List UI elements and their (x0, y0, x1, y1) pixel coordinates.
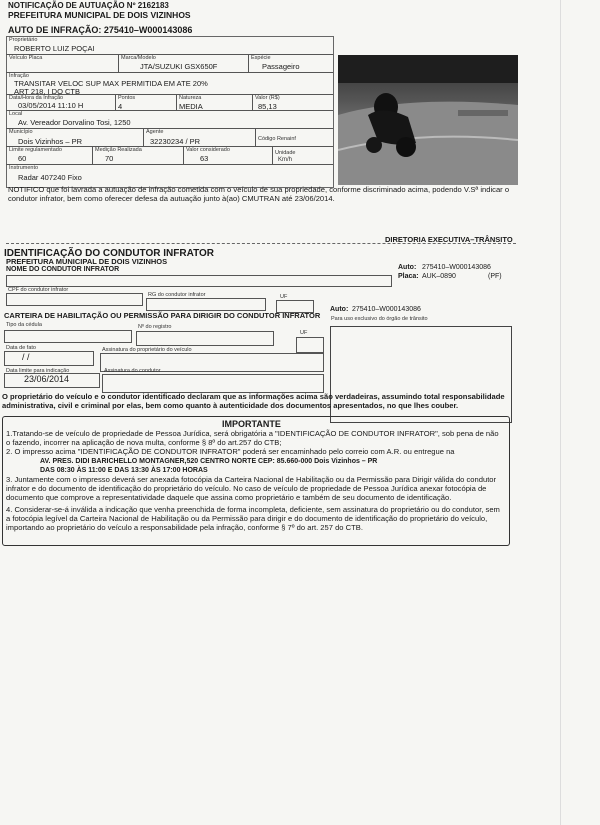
considered-label: Valor considerado (186, 147, 230, 153)
uf2-label: UF (300, 330, 308, 336)
infraction-label: Infração (9, 73, 29, 79)
instrument-label: Instrumento (9, 165, 39, 171)
limit-date-value: 23/06/2014 (24, 374, 70, 384)
important-item-1: 1.Tratando-se de veículo de propriedade de Pessoa Jurídica, será obrigatória a "IDENTIFICAÇÃO DE CONDUTOR INFRATOR", sob pena de não o fazendo, incorrer na aplicação de nova multa, conforme § 8º do art.257 do CTB; (6, 429, 499, 447)
plate-value: AUK–0890 (422, 273, 456, 280)
datetime-label: Data/Hora da Infração (9, 95, 64, 101)
driver-signature-field[interactable] (102, 374, 324, 393)
scan-edge-line (560, 0, 561, 825)
plate-state: (PF) (488, 273, 502, 280)
limit-value: 60 (18, 154, 27, 163)
notice-text: NOTIFICO que foi lavrada a autuação de infração cometida com o veículo de sua propriedade, conforme discriminado acima, podendo V.Sª indicar o condutor infrator, bem como oferecer defesa da autuação junto à(ao) CMUTRAN até 23/06/2014. (8, 185, 510, 203)
agent-value: 32230234 / PR (150, 137, 201, 146)
unit-label: Unidade (275, 150, 296, 156)
registry-field[interactable] (136, 331, 274, 346)
important-item-3: 3. Juntamente com o impresso deverá ser anexada fotocópia da Carteira Nacional de Habilitação ou da Permissão para Dirigir válida do condutor infrator e do documento de identificação do proprietário do veículo. No caso de veículo de propriedade de Pessoa Jurídica anexar fotocópia de documento que comprove a representatividade daquele que assina como proprietário e também de seu documento de identificação. (6, 475, 497, 502)
measured-label: Medição Realizada (95, 147, 142, 153)
auto-label: Auto: (398, 264, 417, 271)
rg-field[interactable] (146, 298, 266, 311)
location-value: Av. Vereador Dorvalino Tosi, 1250 (18, 118, 131, 127)
organ-exclusive-label: Para uso exclusivo do órgão de trânsito (331, 316, 428, 322)
limit-date-label: Data limite para indicação (6, 368, 70, 374)
species-label: Espécie (251, 55, 271, 61)
owner-value: ROBERTO LUIZ POÇAI (14, 44, 95, 53)
uf-label: UF (280, 294, 288, 300)
owner-label: Proprietário (9, 37, 38, 43)
infraction-article: ART 218, I DO CTB (14, 87, 80, 96)
auto2-value: 275410–W000143086 (352, 306, 421, 313)
agent-label: Agente (146, 129, 164, 135)
license-type-field[interactable] (4, 330, 132, 343)
notice-number: NOTIFICAÇÃO DE AUTUAÇÃO Nº 2162183 (8, 1, 169, 10)
instrument-value: Radar 407240 Fixo (18, 173, 82, 182)
limit-label: Limite regulamentado (9, 147, 62, 153)
infraction-value: TRANSITAR VELOC SUP MAX PERMITIDA EM ATE 20% (14, 79, 208, 88)
brand-label: Marca/Modelo (121, 55, 156, 61)
amount-value: 85,13 (258, 102, 277, 111)
license-type-label: Tipo da cédula (6, 322, 42, 328)
identification-prefecture: PREFEITURA MUNICIPAL DE DOIS VIZINHOS (6, 257, 168, 266)
amount-label: Valor (R$) (255, 95, 280, 101)
measured-value: 70 (105, 154, 114, 163)
important-hours: DAS 08:30 ÀS 11:00 E DAS 13:30 ÀS 17:00 HORAS (40, 467, 208, 474)
motorcycle-photo-icon (338, 55, 518, 185)
points-label: Pontos (118, 95, 136, 101)
fact-date-slashes: / / (22, 352, 30, 362)
important-title: IMPORTANTE (222, 419, 281, 429)
radar-photo (338, 55, 518, 185)
plate-label: Placa: (398, 273, 419, 280)
registry-label: Nº do registro (138, 324, 172, 330)
rg-label: RG do condutor infrator (148, 292, 206, 298)
cpf-field[interactable] (6, 293, 143, 306)
uf2-field[interactable] (296, 337, 324, 353)
important-item-4: 4. Considerar-se-á inválida a indicação que venha preenchida de forma incompleta, deficiente, sem assinatura do proprietário ou do condutor, sem a fotocópia legível da Carteira Nacional de Habilitação ou da Permissão para dirigir e do documento de identificação do proprietário do veículo, importando ao proprietário do veículo a responsabilidade pela infração, conforme § 7º do art. 257 do CTB. (6, 505, 500, 532)
brand-value: JTA/SUZUKI GSX650F (140, 62, 218, 71)
auto-infracao-label: AUTO DE INFRAÇÃO: 275410–W000143086 (8, 25, 193, 35)
prefecture-header: PREFEITURA MUNICIPAL DE DOIS VIZINHOS (8, 10, 191, 20)
points-value: 4 (118, 102, 123, 111)
considered-value: 63 (200, 154, 209, 163)
auto2-label: Auto: (330, 306, 349, 313)
important-address: AV. PRES. DIDI BARICHELLO MONTAGNER,520 CENTRO NORTE CEP: 85.660-000 Dois Vizinhos – PR (40, 458, 378, 465)
renainf-label: Código Renainf (258, 136, 296, 142)
cut-line (6, 243, 516, 244)
owner-signature-label: Assinatura do proprietário do veículo (102, 347, 192, 353)
vehicle-plate-label: Veículo Placa (9, 55, 43, 61)
important-item-2: 2. O impresso acima "IDENTIFICAÇÃO DE CONDUTOR INFRATOR" poderá ser encaminhado pelo correio com A.R. ou entregue na (6, 447, 455, 456)
auto-value: 275410–W000143086 (422, 264, 491, 271)
fact-date-label: Data de fato (6, 345, 36, 351)
datetime-value: 03/05/2014 11:10 H (18, 101, 84, 110)
declaration-text: O proprietário do veículo e o condutor identificado declaram que as informações acima são verdadeiras, assumindo total responsabilidade administrativa, civil e criminal por elas, bem como quanto à autenticidade dos documentos apresentados, no que lhes couber. (2, 392, 505, 410)
nature-value: MEDIA (179, 102, 203, 111)
directorate-signature: DIRETORIA EXECUTIVA–TRÂNSITO (385, 235, 513, 244)
nature-label: Natureza (179, 95, 202, 101)
identification-title: IDENTIFICAÇÃO DO CONDUTOR INFRATOR (4, 248, 214, 259)
fact-date-field[interactable] (4, 351, 94, 366)
driver-signature-label: Assinatura do condutor (104, 368, 161, 374)
location-label: Local (9, 111, 23, 117)
cpf-label: CPF do condutor infrator (8, 287, 69, 293)
unit-value: Km/h (278, 157, 293, 163)
city-value: Dois Vizinhos – PR (18, 137, 83, 146)
driver-name-field[interactable] (6, 275, 392, 287)
infraction-form-box (6, 36, 334, 188)
license-title: CARTEIRA DE HABILITAÇÃO OU PERMISSÃO PARA DIRIGIR DO CONDUTOR INFRATOR (4, 311, 321, 320)
driver-name-label: NOME DO CONDUTOR INFRATOR (6, 266, 120, 273)
species-value: Passageiro (262, 62, 300, 71)
city-label: Município (9, 129, 33, 135)
